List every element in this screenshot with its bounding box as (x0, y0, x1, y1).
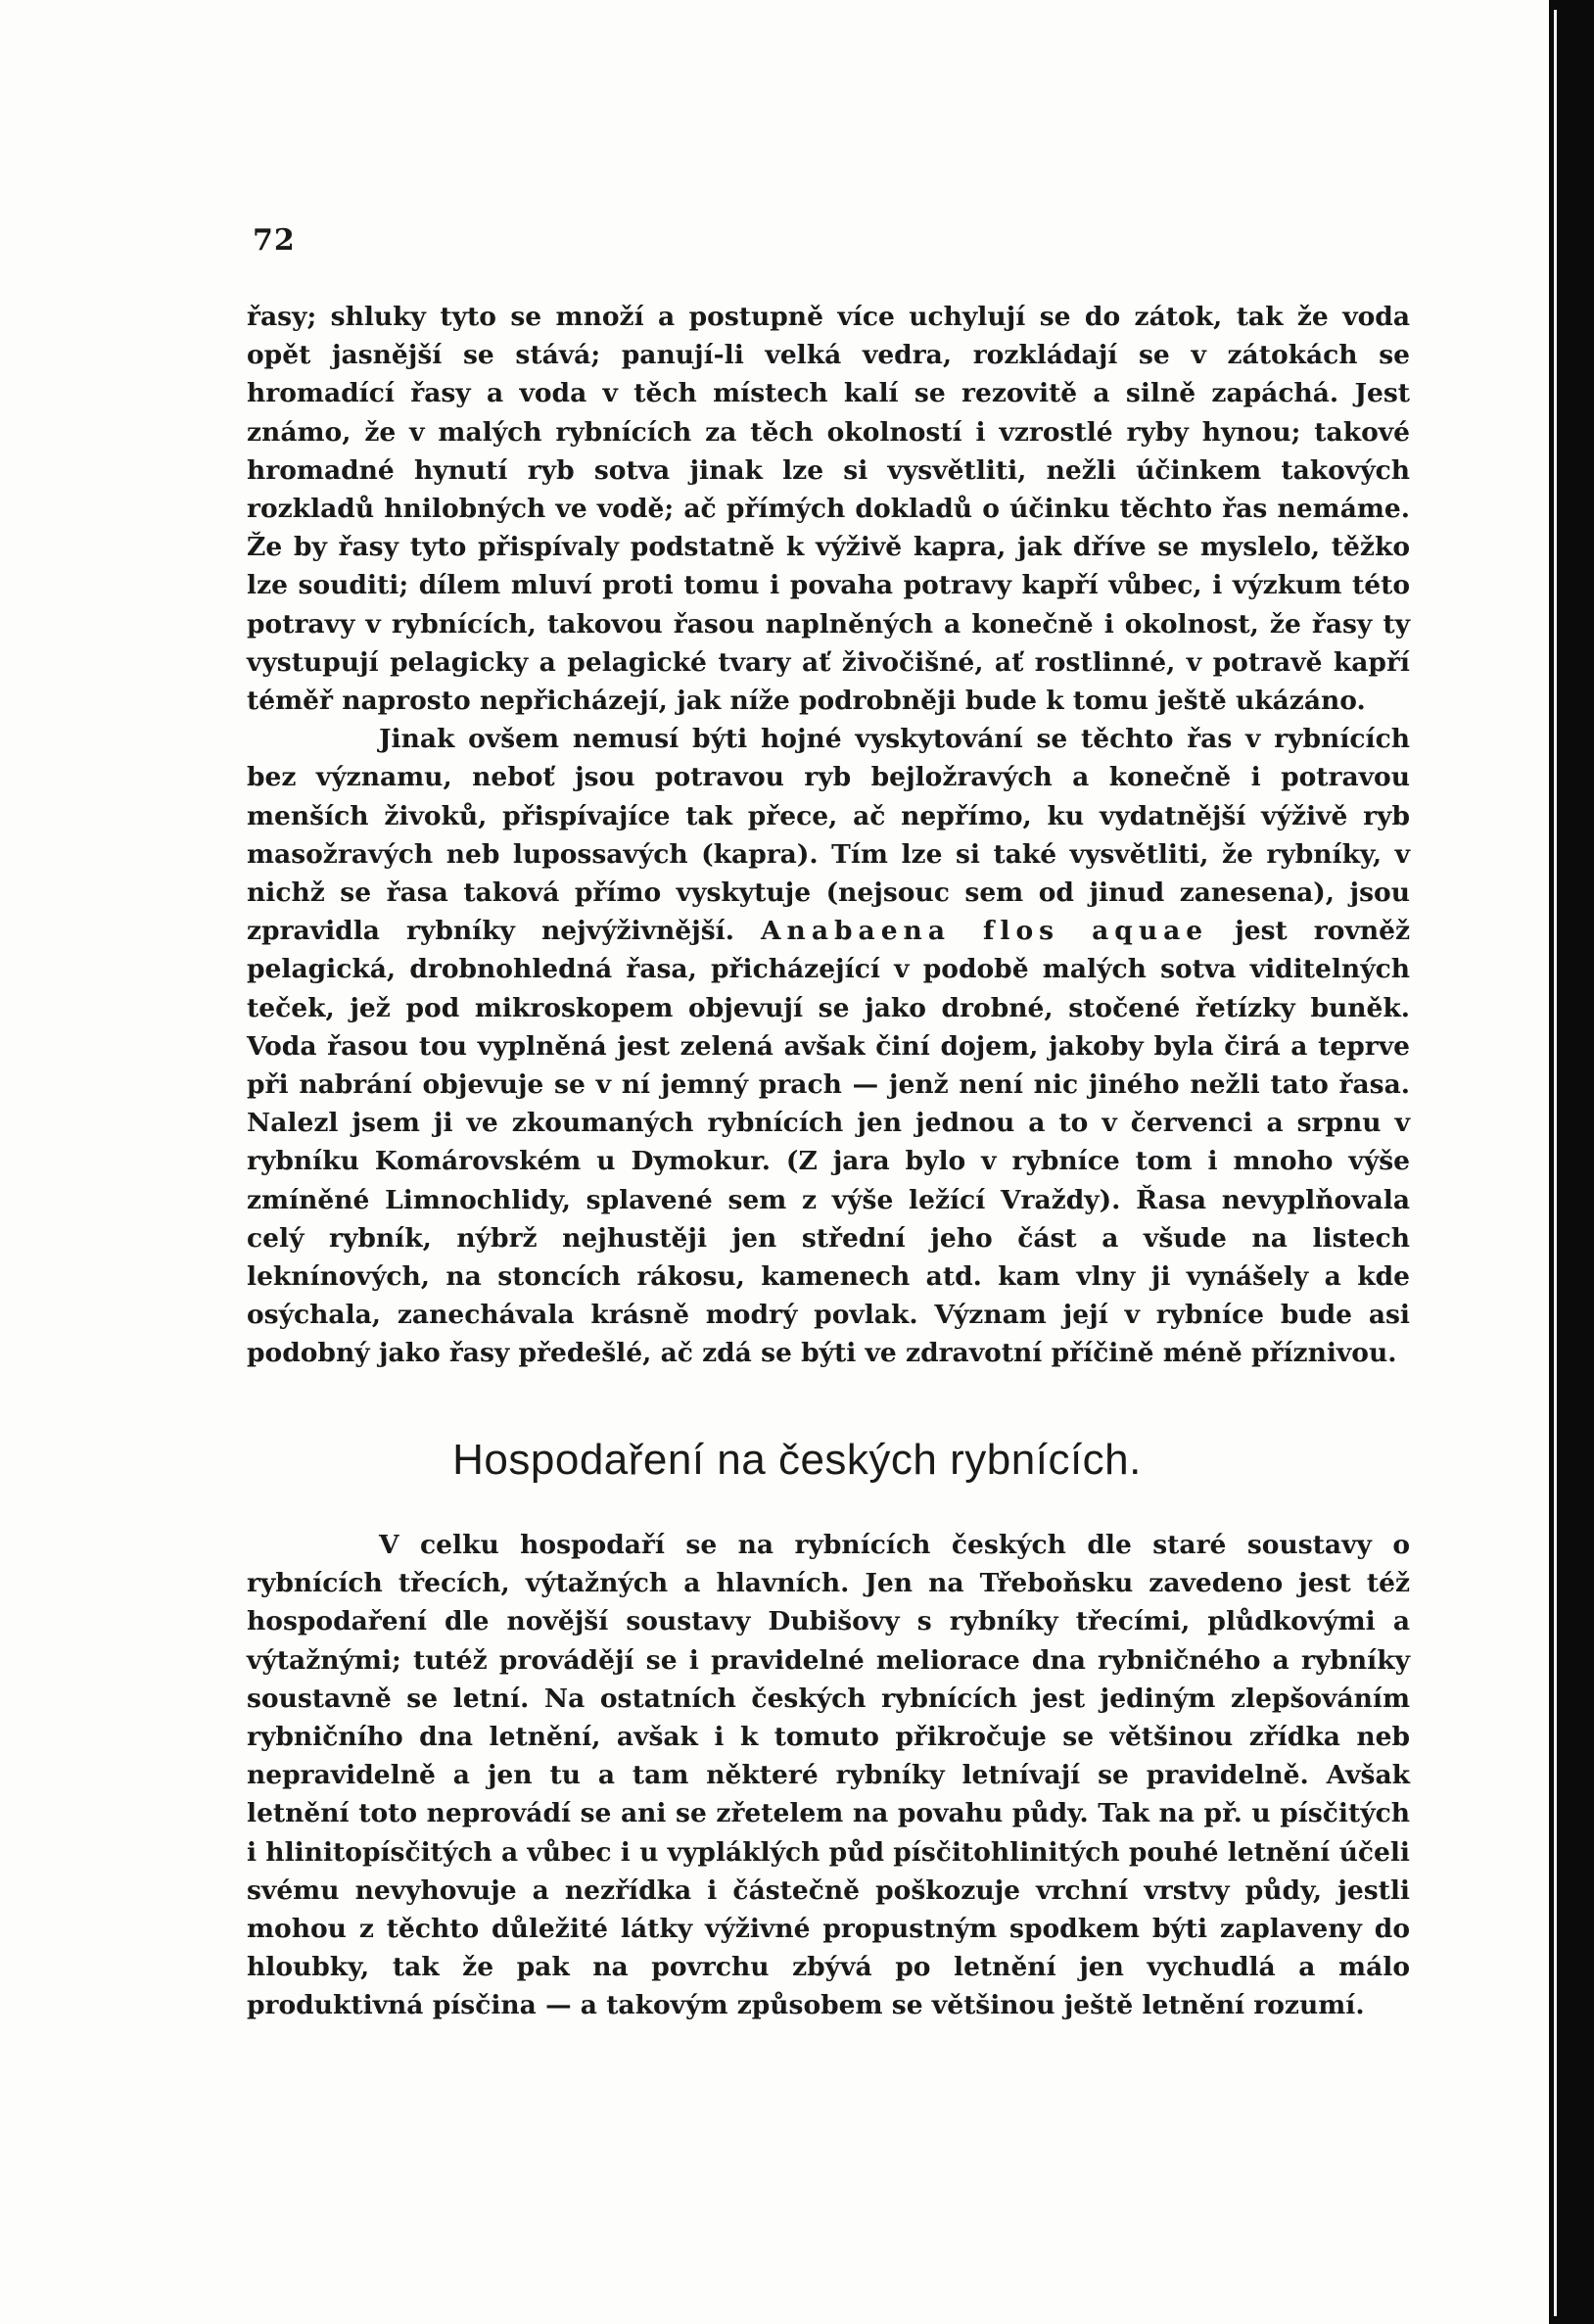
section-heading: Hospodaření na českých rybnících. (452, 1436, 1142, 1484)
body-text-lower (247, 1526, 1410, 2025)
paragraph-anabaena-description: jest rovněž pelagická, drobnohledná řasa, přicházející v podobě malých sotva viditelných teček, jež pod mikroskopem objevují se jako drobné, stočené řetízky buněk. Voda řasou tou vyplněná jest zelená avšak činí dojem, jakoby byla čirá a teprve při nabrání objevuje se v ní jemný prach — jenž není nic jiného nežli tato řasa. Nalezl jsem ji ve zkoumaných rybnících jen jednou a to v červenci a srpnu v rybníku Komárovském u Dymokur. (Z jara bylo v rybníce tom i mnoho výše zmíněné Limnochlidy, splavené sem z výše ležící Vraždy). Řasa nevyplňovala celý rybník, nýbrž nejhustěji jen střední jeho část a všude na listech leknínových, na stoncích rákosu, kamenech atd. kam vlny ji vynášely a kde osýchala, zanechávala krásně modrý povlak. Význam její v rybníce bude asi podobný jako řasy předešlé, ač zdá se býti ve zdravotní příčině méně příznivou. (247, 916, 1411, 1369)
paragraph-anabaena-intro: Jinak ovšem nemusí býti hojné vyskytování se těchto řas v rybnících bez významu, neboť jsou potravou ryb bejložravých a konečně i potravou menších živoků, přispívajíce tak přece, ač nepřímo, ku vydatnější výživě ryb masožravých neb lupossavých (kapra). Tím lze si také vysvětliti, že rybníky, v nichž se řasa taková přímo vyskytuje (nejsouc sem od jinud zanesena), jsou zpravidla rybníky nejvýživnější. (247, 724, 1410, 947)
body-text-upper (247, 298, 1410, 1373)
paragraph-fishpond-management: V celku hospodaří se na rybnících českých dle staré soustavy o rybnících třecích, výtažných a hlavních. Jen na Třeboňsku zavedeno jest též hospodaření dle novější soustavy Dubišovy s rybníky třecími, plůdkovými a výtažnými; tutéž provádějí se i pravidelné meliorace dna rybničného a rybníky soustavně se letní. Na ostatních českých rybnících jest jediným zlepšováním rybničního dna letnění, avšak i k tomuto přikročuje se většinou zřídka neb nepravidelně a jen tu a tam některé rybníky letnívají se pravidelně. Avšak letnění toto neprovádí se ani se zřetelem na povahu půdy. Tak na př. u písčitých i hlinitopísčitých a vůbec i u vypláklých půd písčitohlinitých pouhé letnění účeli svému nevyhovuje a nezřídka i částečně poškozuje vrchní vrstvy půdy, jestli mohou z těchto důležité látky výživné propustným spodkem býti zaplaveny do hloubky, tak že pak na povrchu zbývá po letnění jen vychudlá a málo produktivná písčina — a takovým způsobem se většinou ještě letnění rozumí. (247, 1530, 1410, 2021)
paragraph-algae-clusters: řasy; shluky tyto se množí a postupně více uchylují se do zátok, tak že voda opět jasnější se stává; panují-li velká vedra, rozkládají se v zátokách se hromadící řasy a voda v těch místech kalí se rezovitě a silně zapáchá. Jest známo, že v malých rybnících za těch okolností i vzrostlé ryby hynou; takové hromadné hynutí ryb sotva jinak lze si vysvětliti, nežli účinkem takových rozkladů hnilobných ve vodě; ač přímých dokladů o účinku těchto řas nemáme. Že by řasy tyto přispívaly podstatně k výživě kapra, jak dříve se myslelo, těžko lze souditi; dílem mluví proti tomu i povaha potravy kapří vůbec, i výzkum této potravy v rybnících, takovou řasou naplněných a konečně i okolnost, že řasy ty vystupují pelagicky a pelagické tvary ať živočišné, ať rostlinné, v potravě kapří téměř naprosto nepřicházejí, jak níže podrobněji bude k tomu ještě ukázáno. (247, 302, 1410, 717)
page-number: 72 (253, 223, 296, 258)
scan-border-line (1554, 10, 1557, 2316)
species-name-anabaena: Anabaena flos aquae (761, 916, 1209, 947)
paragraph-anabaena (247, 720, 1410, 1372)
